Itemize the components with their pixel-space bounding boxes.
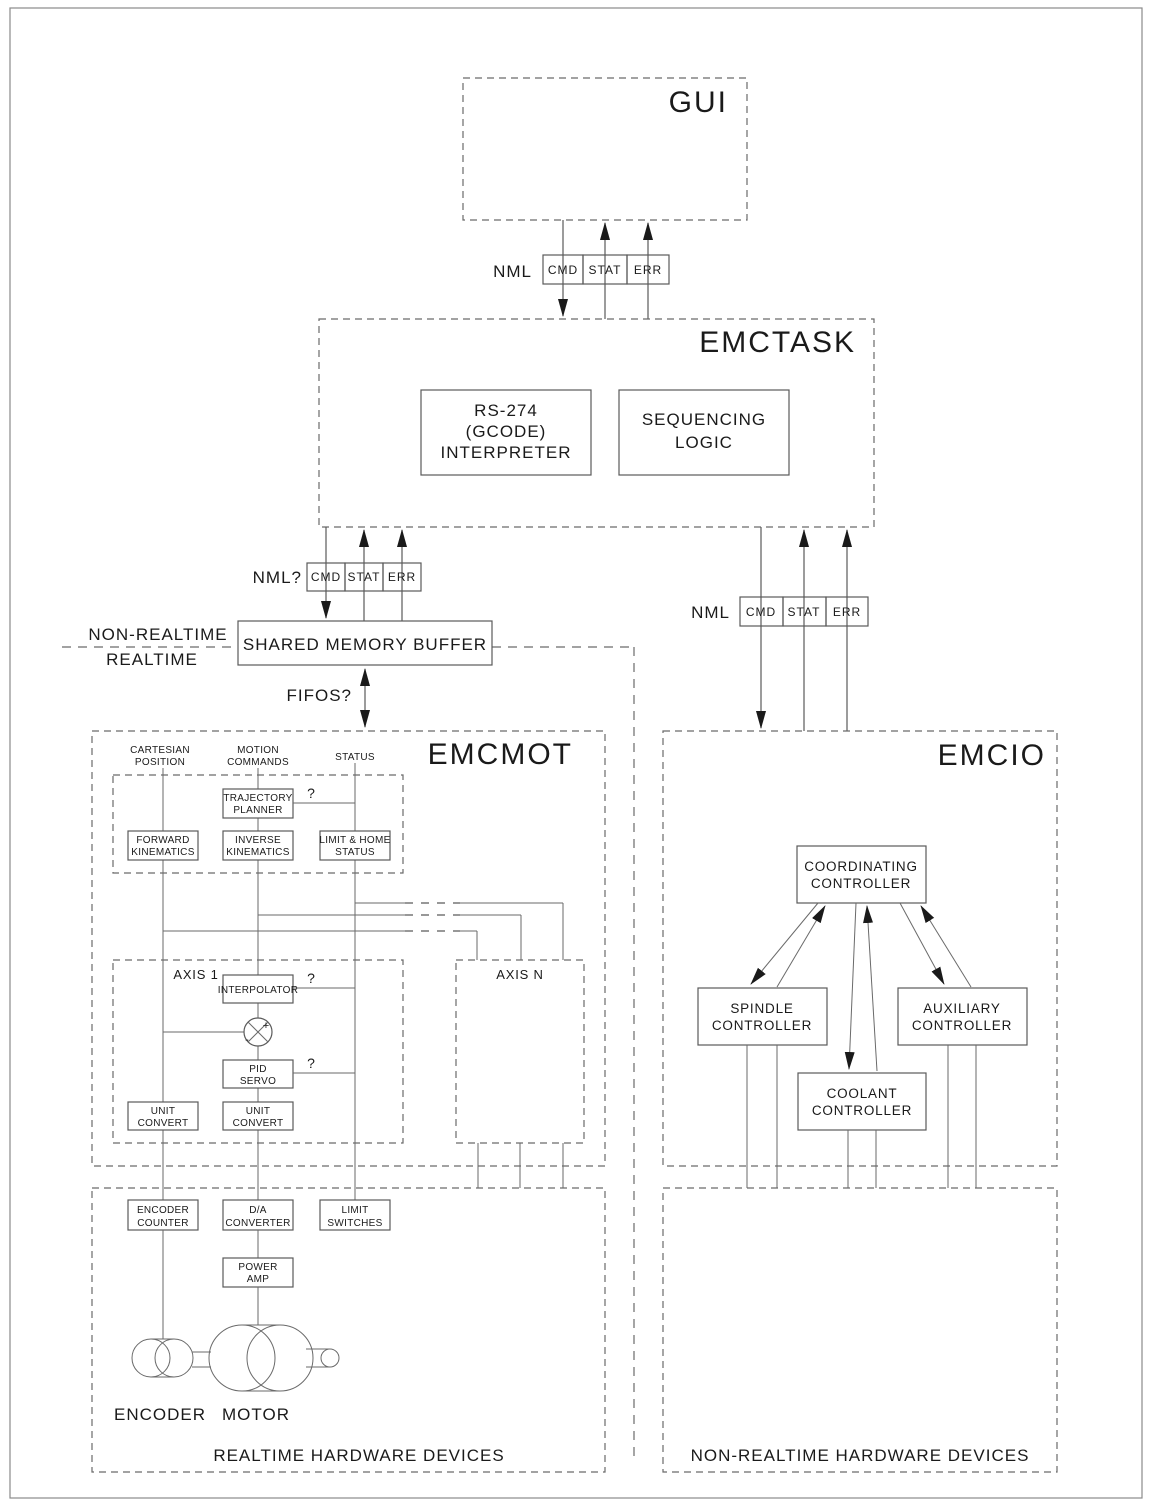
- shared-memory-label: SHARED MEMORY BUFFER: [242, 635, 488, 654]
- nml-taskio-stat-label: STAT: [787, 605, 821, 619]
- power-amp-line2: AMP: [246, 1274, 270, 1285]
- spindle-controller-box: [698, 988, 827, 1045]
- limit-switches-line2: SWITCHES: [327, 1218, 383, 1229]
- limit-home-line1: LIMIT & HOME: [319, 835, 391, 846]
- summing-minus-sign: -: [245, 1034, 249, 1046]
- summing-junction: [163, 1018, 272, 1046]
- motion-label-line1: MOTION: [237, 745, 279, 756]
- coord-to-spindle-arrow: [751, 903, 818, 984]
- axisn-label: AXIS N: [496, 967, 544, 982]
- nml-taskmot-stat-label: STAT: [347, 570, 381, 584]
- motor-shaft-end: [321, 1349, 339, 1367]
- da-converter-line1: D/A: [249, 1205, 267, 1216]
- sequencing-line1: SEQUENCING: [641, 410, 767, 429]
- interpreter-line1: RS-274: [474, 401, 538, 420]
- inverse-line2: KINEMATICS: [226, 847, 290, 858]
- nml-top-cmd-label: CMD: [547, 263, 579, 277]
- coolant-line1: COOLANT: [826, 1086, 898, 1101]
- encoder-label: ENCODER: [113, 1405, 207, 1424]
- coordinating-line2: CONTROLLER: [810, 876, 912, 891]
- unit-convert-right-line2: CONVERT: [232, 1118, 284, 1129]
- nml-taskio-label: NML: [691, 603, 730, 622]
- power-amp-line1: POWER: [238, 1262, 278, 1273]
- nml-top-err-label: ERR: [633, 263, 663, 277]
- nonrealtime-hardware-box: [663, 1188, 1057, 1472]
- nml-top-label: NML: [493, 262, 532, 281]
- axis1-label: AXIS 1: [173, 967, 219, 982]
- motion-label-line2: COMMANDS: [227, 757, 289, 768]
- unit-convert-left-line1: UNIT: [150, 1106, 176, 1117]
- sequencing-line2: LOGIC: [675, 433, 733, 452]
- unit-convert-left-line2: CONVERT: [137, 1118, 189, 1129]
- emcio-title: EMCIO: [937, 739, 1046, 772]
- encoder-body-left: [132, 1339, 170, 1377]
- coord-to-coolant-arrow: [849, 903, 856, 1069]
- coordinating-line1: COORDINATING: [804, 859, 918, 874]
- nml-taskmot-err-label: ERR: [387, 570, 417, 584]
- nml-top-stat-label: STAT: [588, 263, 622, 277]
- pid-line1: PID: [249, 1064, 267, 1075]
- emctask-title: EMCTASK: [699, 326, 856, 359]
- motor-body-right: [247, 1325, 313, 1391]
- trajectory-line2: PLANNER: [233, 805, 283, 816]
- status-label: STATUS: [335, 752, 375, 763]
- motor-label: MOTOR: [222, 1405, 290, 1424]
- nml-taskio-err-label: ERR: [832, 605, 862, 619]
- gui-title: GUI: [668, 86, 728, 119]
- pid-question: ?: [307, 1055, 315, 1071]
- coolant-line2: CONTROLLER: [811, 1103, 913, 1118]
- limit-switches-line1: LIMIT: [341, 1205, 369, 1216]
- unit-convert-right-line1: UNIT: [245, 1106, 271, 1117]
- nml-taskmot-label: NML?: [252, 568, 302, 587]
- coordinating-controller-box: [797, 846, 926, 903]
- boundary-realtime-label: REALTIME: [106, 650, 198, 669]
- summing-plus-sign: +: [262, 1020, 270, 1032]
- auxiliary-to-coord-arrow: [921, 906, 971, 987]
- spindle-to-coord-arrow: [777, 906, 825, 987]
- axisn-box: [456, 960, 584, 1143]
- cartesian-label-line1: CARTESIAN: [130, 745, 190, 756]
- coolant-to-coord-arrow: [867, 906, 877, 1071]
- encoder-drawing: [132, 1339, 211, 1377]
- interpreter-line3: INTERPRETER: [440, 443, 572, 462]
- forward-line1: FORWARD: [136, 835, 190, 846]
- trajectory-question: ?: [307, 785, 315, 801]
- axis-branch-motion: [258, 915, 521, 960]
- motor-drawing: [209, 1325, 339, 1391]
- spindle-line1: SPINDLE: [730, 1001, 794, 1016]
- trajectory-line1: TRAJECTORY: [223, 793, 293, 804]
- coolant-controller-box: [798, 1073, 926, 1130]
- limit-home-line2: STATUS: [335, 847, 375, 858]
- auxiliary-line1: AUXILIARY: [923, 1001, 1001, 1016]
- nonrealtime-hardware-label: NON-REALTIME HARDWARE DEVICES: [690, 1446, 1030, 1465]
- nml-taskmot-cmd-label: CMD: [310, 570, 342, 584]
- auxiliary-line2: CONTROLLER: [911, 1018, 1013, 1033]
- coord-to-auxiliary-arrow: [900, 903, 944, 984]
- encoder-counter-line2: COUNTER: [137, 1218, 189, 1229]
- interpreter-line2: (GCODE): [465, 422, 547, 441]
- boundary-nonrealtime-label: NON-REALTIME: [88, 625, 228, 644]
- nml-taskio-cmd-label: CMD: [745, 605, 777, 619]
- axis-branch-cartesian: [163, 931, 477, 960]
- forward-line2: KINEMATICS: [131, 847, 195, 858]
- interpolator-label: INTERPOLATOR: [217, 985, 299, 996]
- pid-line2: SERVO: [239, 1076, 277, 1087]
- cartesian-label-line2: POSITION: [134, 757, 186, 768]
- realtime-hardware-label: REALTIME HARDWARE DEVICES: [213, 1446, 505, 1465]
- auxiliary-controller-box: [898, 988, 1027, 1045]
- emcmot-title: EMCMOT: [427, 738, 573, 771]
- fifos-label: FIFOS?: [286, 686, 352, 705]
- inverse-line1: INVERSE: [234, 835, 282, 846]
- da-converter-line2: CONVERTER: [225, 1218, 291, 1229]
- encoder-body-right: [155, 1339, 193, 1377]
- encoder-counter-line1: ENCODER: [136, 1205, 190, 1216]
- interpolator-question: ?: [307, 970, 315, 986]
- spindle-line2: CONTROLLER: [711, 1018, 813, 1033]
- emcmot-box: [92, 731, 605, 1166]
- motor-body-left: [209, 1325, 275, 1391]
